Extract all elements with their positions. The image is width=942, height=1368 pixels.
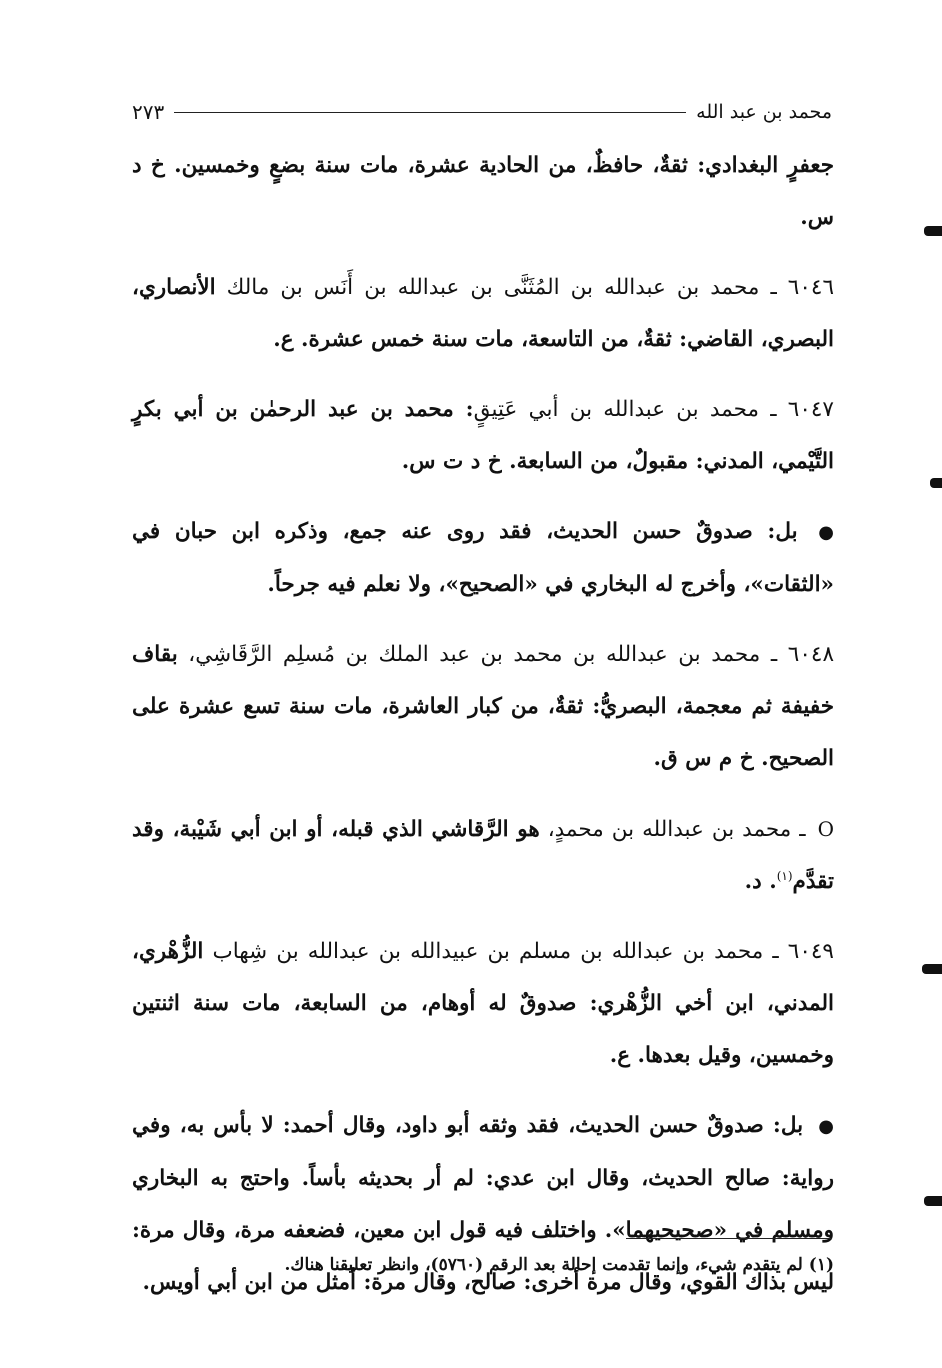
page-header: [132, 92, 832, 132]
entry-dash: ـ: [770, 275, 777, 300]
footnote: (١) لم يتقدم شيء، وإنما تقدمت إحالة بعد الرقم (٥٧٦٠)، وانظر تعليقنا هناك.: [284, 1255, 834, 1275]
entry-dash: ـ: [799, 817, 806, 842]
cross-reference-entry: [132, 803, 834, 908]
entry-number: ٦٠٤٩: [787, 939, 834, 964]
entry-tail: . د.: [744, 869, 777, 894]
entry-dash: ـ: [770, 397, 777, 422]
entry-text: جعفرٍ البغدادي: ثقةٌ، حافظٌ، من الحادية عشرة، مات سنة بضعٍ وخمسين. خ د س.: [132, 153, 834, 230]
entry-name: محمد بن عبدالله بن مسلم بن عبيدالله بن عبدالله بن شِهاب: [212, 939, 764, 964]
entry-number: ٦٠٤٦: [787, 275, 834, 300]
entry-continuation: [132, 140, 834, 244]
entry-text: الزُّهْري، المدني، ابن أخي الزُّهْري: صدوقٌ له أوهام، من السابعة، مات سنة اثنتين وخمسين، وقيل بعدها. ع.: [132, 939, 834, 1068]
bullet-icon: ●: [818, 1116, 834, 1137]
bullet-icon: ●: [818, 522, 834, 543]
entry-text: هو الرَّقاشي الذي قبله، أو ابن أبي شَيْبة، وقد تقدَّم: [132, 817, 834, 894]
scan-edge-mark: [924, 226, 942, 236]
entry-6048: [132, 629, 834, 785]
entry-6047: [132, 384, 834, 488]
running-title: محمد بن عبد الله: [696, 101, 832, 123]
entry-text: الأنصاري، البصري، القاضي: ثقةٌ، من التاسعة، مات سنة خمس عشرة. ع.: [132, 275, 834, 352]
entry-name: محمد بن عبدالله بن محمدٍ،: [547, 817, 792, 842]
circle-icon: O: [817, 817, 835, 841]
page-number: ٢٧٣: [132, 100, 165, 124]
entry-name: محمد بن عبدالله بن محمد بن عبد الملك بن مُسلِم الرَّقَاشِي،: [188, 642, 761, 667]
entry-name: محمد بن عبدالله بن المُثَنَّى بن عبدالله بن أَنَس بن مالك: [226, 275, 760, 300]
scan-edge-mark: [924, 1196, 942, 1206]
header-rule: [174, 112, 686, 113]
entry-6049: [132, 926, 834, 1082]
entry-text: : محمد بن عبد الرحمٰن بن أبي بكرٍ التَّيْمي، المدني: مقبولٌ، من السابعة. خ د ت س.: [132, 397, 834, 474]
footnote-rule: [626, 1238, 832, 1239]
note-text: بل: صدوقٌ حسن الحديث، فقد روى عنه جمع، وذكره ابن حبان في «الثقات»، وأخرج له البخاري في «الصحيح»، ولا نعلم فيه جرحاً.: [132, 519, 834, 597]
scan-edge-mark: [922, 964, 942, 974]
editor-note: [132, 506, 834, 611]
entry-name: محمد بن عبدالله بن أبي عَتِيقٍ: [473, 397, 759, 422]
entry-dash: ـ: [770, 642, 778, 667]
note-text: بل: صدوقٌ حسن الحديث، فقد وثقه أبو داود، وقال أحمد: لا بأس به، وفي رواية: صالح الحديث، وقال ابن عدي: لم أر بحديثه بأساً. واحتج به البخاري ومسلم في «صحيحيهما». واختلف فيه قول ابن معين، فضعفه مرة، وقال مرة: ليس بذاك القوي، وقال مرة أخرى: صالح، وقال مرة: أمثل من ابن أبي أويس.: [132, 1113, 834, 1295]
entry-6046: [132, 262, 834, 366]
entry-dash: ـ: [772, 939, 779, 964]
entry-number: ٦٠٤٨: [787, 642, 834, 667]
entry-number: ٦٠٤٧: [787, 397, 834, 422]
scan-edge-mark: [930, 478, 942, 488]
page-body: [132, 140, 834, 1327]
footnote-ref[interactable]: (١): [776, 868, 793, 883]
entry-text: بقاف خفيفة ثم معجمة، البصريُّ: ثقةٌ، من كبار العاشرة، مات سنة تسع عشرة على الصحيح. خ م س ق.: [132, 642, 834, 771]
